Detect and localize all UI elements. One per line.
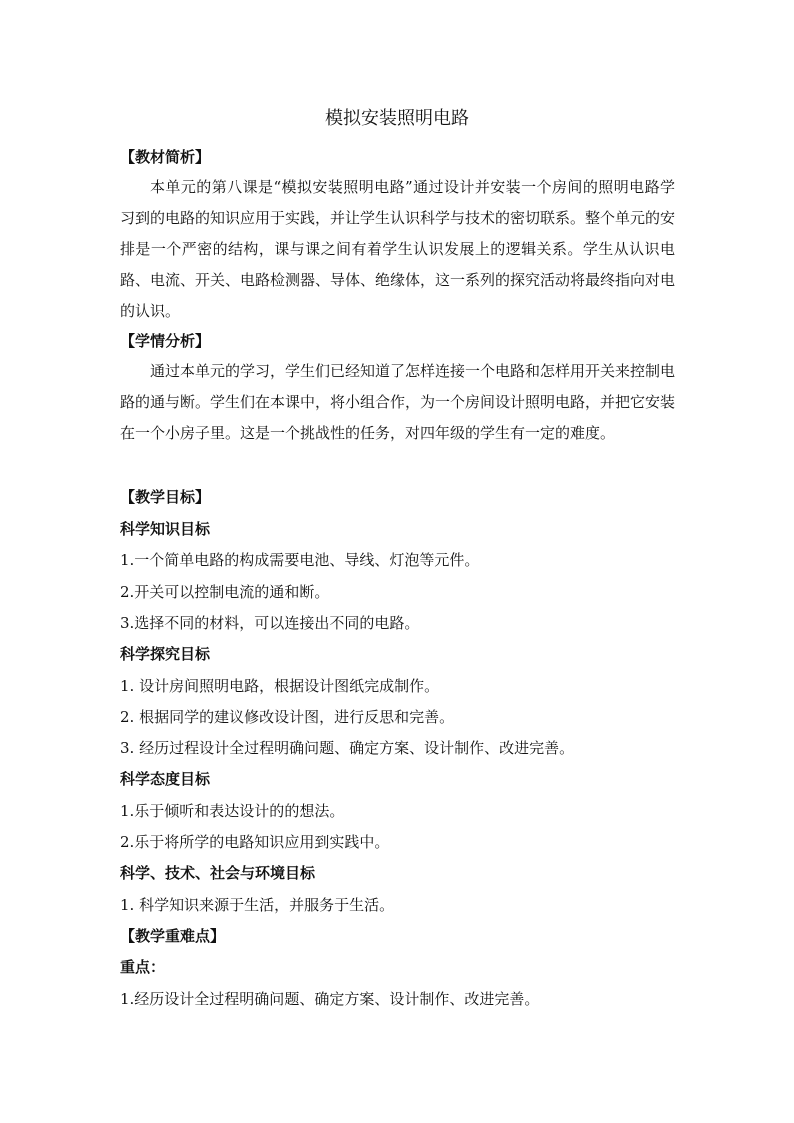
section-heading-textbook: 【教材简析】: [120, 148, 211, 166]
paragraph-textbook: 本单元的第八课是“模拟安装照明电路”通过设计并安装一个房间的照明电路学习到的电路的知识应用于实践，并让学生认识科学与技术的密切联系。整个单元的安排是一个严密的结构，课与课之间有着学生认识发展上的逻辑关系。学生从认识电路、电流、开关、电路检测器、导体、绝缘体，这一系列的探究活动将最终指向对电的认识。: [120, 178, 676, 320]
list-item: 1. 科学知识来源于生活，并服务于生活。: [120, 896, 395, 914]
subheading-sts: 科学、技术、社会与环境目标: [120, 864, 316, 882]
list-item: 3.选择不同的材料，可以连接出不同的电路。: [120, 614, 420, 632]
section-heading-key: 【教学重难点】: [120, 927, 226, 945]
subheading-knowledge: 科学知识目标: [120, 520, 211, 538]
section-heading-student: 【学情分析】: [120, 332, 211, 350]
section-heading-goals: 【教学目标】: [120, 488, 211, 506]
subheading-inquiry: 科学探究目标: [120, 645, 211, 663]
page-title: 模拟安装照明电路: [325, 108, 469, 129]
list-item: 1. 设计房间照明电路，根据设计图纸完成制作。: [120, 677, 440, 695]
list-item: 3. 经历过程设计全过程明确问题、确定方案、设计制作、改进完善。: [120, 739, 575, 757]
list-item: 1.经历设计全过程明确问题、确定方案、设计制作、改进完善。: [120, 990, 540, 1008]
list-item: 2.开关可以控制电流的通和断。: [120, 583, 330, 601]
list-item: 2.乐于将所学的电路知识应用到实践中。: [120, 833, 390, 851]
paragraph-student: 通过本单元的学习，学生们已经知道了怎样连接一个电路和怎样用开关来控制电路的通与断。学生们在本课中，将小组合作，为一个房间设计照明电路，并把它安装在一个小房子里。这是一个挑战性的任务，对四年级的学生有一定的难度。: [120, 362, 676, 442]
list-item: 1.乐于倾听和表达设计的的想法。: [120, 802, 345, 820]
subheading-key: 重点：: [120, 958, 166, 976]
list-item: 2. 根据同学的建议修改设计图，进行反思和完善。: [120, 708, 455, 726]
list-item: 1.一个简单电路的构成需要电池、导线、灯泡等元件。: [120, 551, 480, 569]
subheading-attitude: 科学态度目标: [120, 770, 211, 788]
